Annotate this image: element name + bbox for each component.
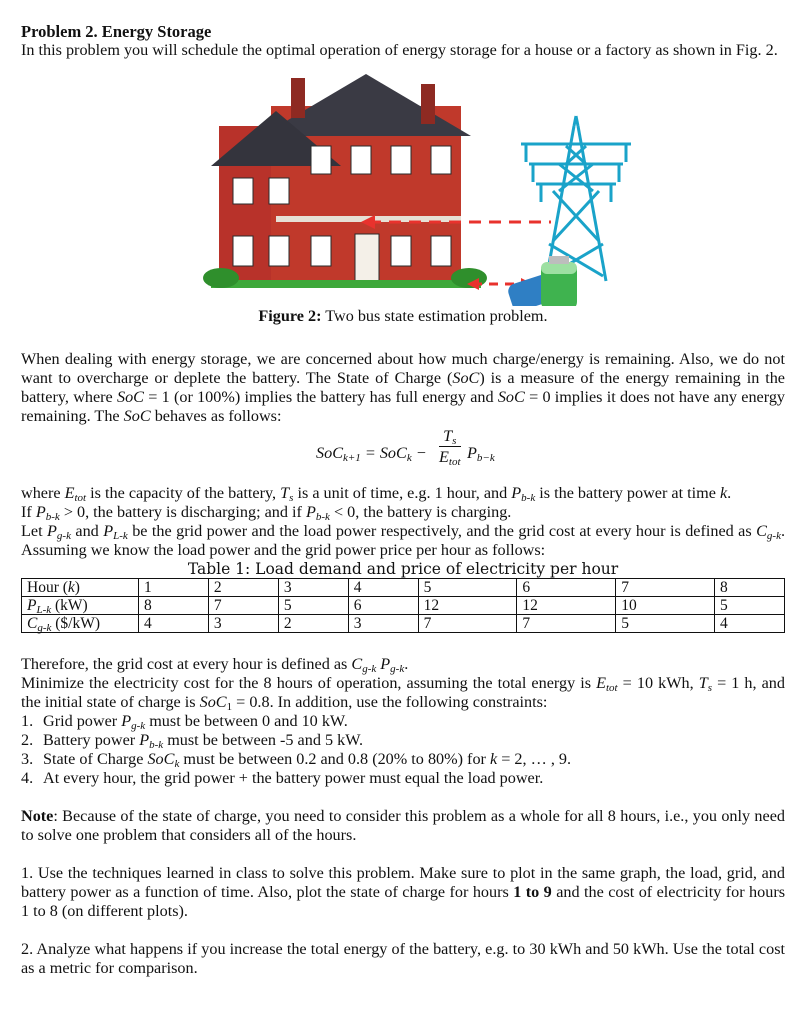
transmission-tower-icon [521, 116, 631, 281]
battery-icon [506, 256, 577, 306]
equation-tail: $P_{b-k}$ [467, 444, 495, 464]
table-cell: 8 [715, 579, 785, 597]
table-cell: 10 [616, 597, 715, 615]
table-cell: 4 [348, 579, 418, 597]
note-paragraph [21, 807, 785, 845]
problem-heading: Problem 2. Energy Storage [21, 22, 212, 41]
note-label: Note [21, 807, 54, 825]
equation-fraction: $T_s$ $E_{tot}$ [439, 427, 461, 468]
table-row [22, 615, 785, 633]
table-cell: 5 [715, 597, 785, 615]
row-label-cost: $C_{g-k}$ ($/kW) [22, 615, 139, 633]
row-label-load: $P_{L-k}$ (kW) [22, 597, 139, 615]
table-cell: 3 [348, 615, 418, 633]
table-cell: 1 [139, 579, 209, 597]
table-cell: 7 [517, 615, 616, 633]
intro-text: In this problem you will schedule the optimal operation of energy storage for a house or a factory as shown in Fig. 2. [21, 41, 778, 59]
energy-storage-illustration [21, 66, 785, 306]
list-item: 1. Grid power $P_{g-k}$ must be between 0 and 10 kW. [21, 712, 348, 732]
figure-caption-text: Two bus state estimation problem. [321, 307, 548, 325]
list-item: 3. State of Charge SoC$_k$ must be between 0.2 and 0.8 (20% to 80%) for k = 2, … , 9. [21, 750, 572, 770]
list-item: 2. Battery power $P_{b-k}$ must be between -5 and 5 kW. [21, 731, 364, 751]
house-icon [203, 74, 487, 288]
definition-line-1: where $E_{tot}$ is the capacity of the battery, $T_s$ is a unit of time, e.g. 1 hour, and $P_{b-k}$ is the battery power at time k. [21, 484, 732, 504]
note-text: : Because of the state of charge, you need to consider this problem as a whole for all 8 hours, i.e., you only need to solve one problem that considers all of the hours. [21, 807, 785, 844]
table-cell: 8 [139, 597, 209, 615]
table-cell: 5 [418, 579, 517, 597]
soc-equation [21, 426, 785, 484]
figure-caption-label: Figure 2: [258, 307, 322, 325]
table-cell: 6 [517, 579, 616, 597]
table-cell: 12 [418, 597, 517, 615]
table-row [22, 579, 785, 597]
table-cell: 3 [208, 615, 278, 633]
task-2: 2. Analyze what happens if you increase the total energy of the battery, e.g. to 30 kWh and 50 kWh. Use the total cost as a metric for comparison. [21, 940, 785, 977]
table-cell: 4 [715, 615, 785, 633]
table-cell: 6 [348, 597, 418, 615]
grid-cost-paragraph: Let $P_{g-k}$ and $P_{L-k}$ be the grid power and the load power respectively, and the grid cost at every hour is defined as $C_{g-k}$. Assuming we know the load power and the grid power price per hour as follows: [21, 522, 785, 559]
table-cell: 2 [208, 579, 278, 597]
table-cell: 5 [278, 597, 348, 615]
figure-caption [21, 306, 785, 326]
load-price-table [21, 578, 785, 633]
table-cell: 2 [278, 615, 348, 633]
problem-page [21, 22, 785, 978]
equation-lhs: SoC$_{k+1}$ = SoC$_k$ − [316, 444, 427, 464]
table-cell: 4 [139, 615, 209, 633]
objective-paragraph: Minimize the electricity cost for the 8 hours of operation, assuming the total energy is $E_{tot} = 10$ kWh, $T_s = 1$ h, and the initial state of charge is SoC$_1$ = 0.8. In addition, use the following constraints: [21, 674, 785, 713]
table-cell: 3 [278, 579, 348, 597]
soc-paragraph: When dealing with energy storage, we are concerned about how much charge/energy is remaining. Also, we do not want to overcharge or deplete the battery. The State of Charge (SoC) is a measure of the energy remaining in the battery, where SoC = 1 (or 100%) implies the battery has full energy and SoC = 0 implies it does not have any energy remaining. The SoC behaves as follows: [21, 350, 786, 425]
table-cell: 7 [208, 597, 278, 615]
table-row [22, 597, 785, 615]
list-item: 4. At every hour, the grid power + the battery power must equal the load power. [21, 769, 544, 787]
table-cell: 12 [517, 597, 616, 615]
table-caption: Table 1: Load demand and price of electricity per hour [187, 560, 619, 578]
row-label-hour: Hour (k) [22, 579, 139, 597]
cost-definition: Therefore, the grid cost at every hour is defined as $C_{g-k}$ $P_{g-k}$. [21, 655, 409, 675]
table-cell: 7 [616, 579, 715, 597]
figure-2 [21, 66, 785, 306]
constraint-list [21, 712, 785, 788]
table-cell: 7 [418, 615, 517, 633]
definition-line-2: If $P_{b-k} > 0$, the battery is discharging; and if $P_{b-k} < 0$, the battery is charging. [21, 503, 512, 523]
table-cell: 5 [616, 615, 715, 633]
task-1: 1. Use the techniques learned in class to solve this problem. Make sure to plot in the same graph, the load, grid, and battery power as a function of time. Also, plot the state of charge for hours 1 to 9 and the cost of electricity for hours 1 to 8 (on different plots). [21, 864, 786, 920]
